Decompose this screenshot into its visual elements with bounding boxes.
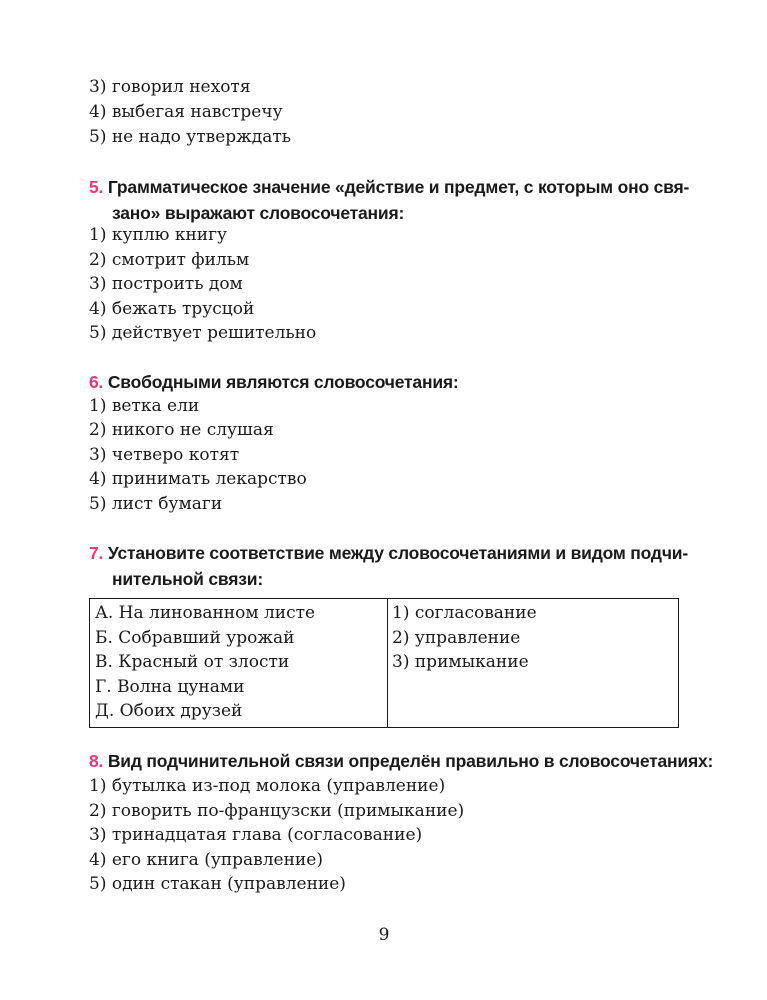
question-5-heading	[89, 174, 690, 226]
list-item: 1) ветка ели	[89, 396, 200, 416]
list-item: 4) бежать трусцой	[89, 299, 255, 319]
link-types-column	[388, 599, 679, 728]
list-item: 4) принимать лекарство	[89, 469, 307, 489]
page-number: 9	[378, 925, 390, 945]
table-row: Г. Волна цунами	[95, 676, 245, 697]
table-row: А. На линованном листе	[95, 603, 316, 623]
table-row: В. Красный от злости	[95, 652, 290, 672]
question-8-heading	[89, 748, 714, 774]
question-number: 7.	[89, 543, 104, 563]
question-number: 5.	[89, 177, 104, 197]
question-text-cont: нительной связи:	[112, 569, 263, 589]
table-row: 2) управление	[392, 627, 521, 648]
list-item: 4) его книга (управление)	[89, 850, 323, 870]
table-row: Д. Обоих друзей	[95, 701, 243, 721]
list-item: 5) лист бумаги	[89, 494, 223, 514]
list-item: 3) тринадцатая глава (согласование)	[89, 825, 423, 845]
matching-table	[89, 598, 679, 728]
list-item: 3) построить дом	[89, 274, 243, 294]
question-number: 6.	[89, 372, 104, 392]
question-text-cont: зано» выражают словосочетания:	[112, 203, 405, 223]
list-item: 5) не надо утверждать	[89, 127, 292, 147]
question-text: Свободными являются словосочетания:	[103, 372, 459, 392]
list-item: 1) куплю книгу	[89, 225, 228, 245]
list-item: 1) бутылка из-под молока (управление)	[89, 776, 446, 796]
list-item: 5) один стакан (управление)	[89, 874, 346, 894]
list-item: 5) действует решительно	[89, 323, 317, 343]
table-row: 3) примыкание	[392, 652, 529, 672]
list-item: 3) четверо котят	[89, 445, 240, 465]
list-item: 2) никого не слушая	[89, 420, 274, 440]
list-item: 3) говорил нехотя	[89, 77, 251, 97]
question-number: 8.	[89, 751, 104, 771]
list-item: 2) смотрит фильм	[89, 250, 250, 270]
list-item: 4) выбегая навстречу	[89, 102, 283, 122]
table-row: Б. Собравший урожай	[95, 627, 295, 648]
question-text: Вид подчинительной связи определён правильно в словосочетаниях:	[103, 751, 714, 771]
list-item: 2) говорить по-французски (примыкание)	[89, 801, 465, 821]
table-row: 1) согласование	[392, 603, 537, 623]
question-text: Грамматическое значение «действие и предмет, с которым оно свя-	[103, 177, 690, 197]
question-text: Установите соответствие между словосочетаниями и видом подчи-	[103, 543, 688, 563]
question-6-heading	[89, 369, 683, 395]
question-7-heading	[89, 540, 688, 592]
phrases-column	[90, 599, 388, 728]
